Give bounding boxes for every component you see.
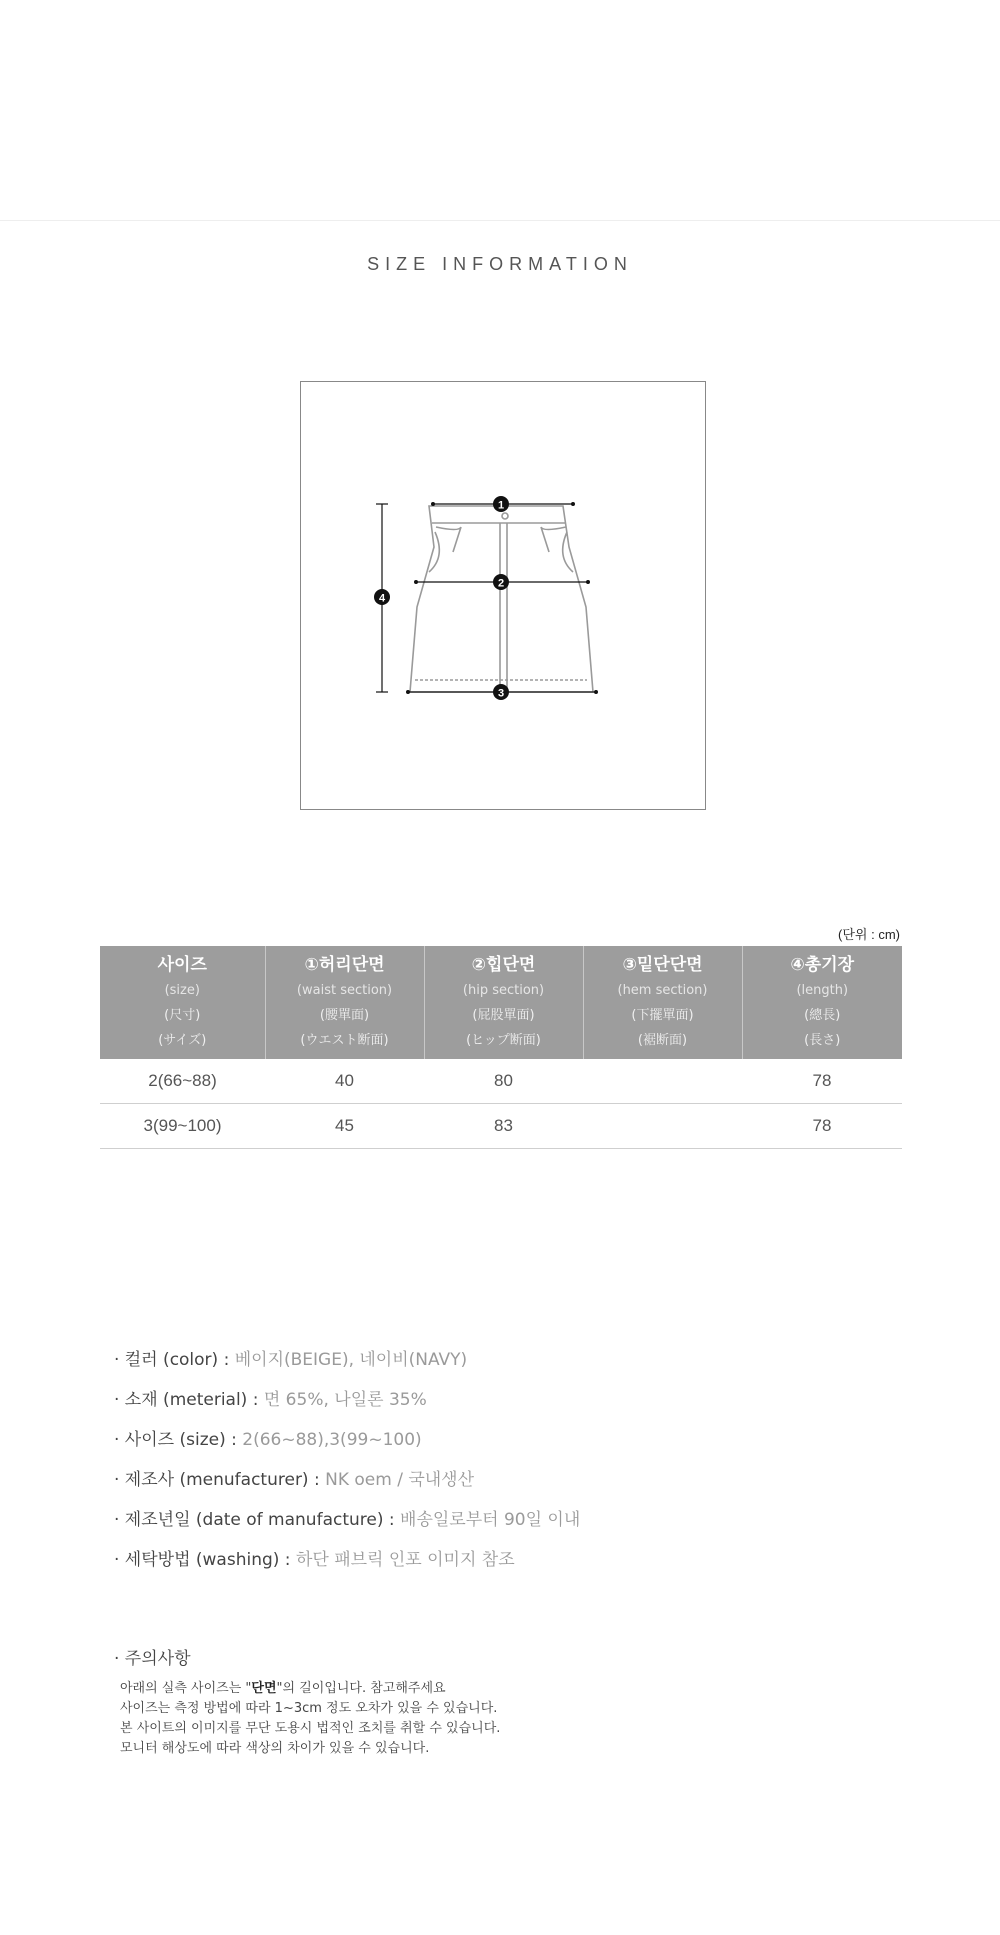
- table-cell: 78: [742, 1104, 902, 1149]
- table-cell: [583, 1059, 742, 1104]
- info-material: · 소재 (meterial) : 면 65%, 나일론 35%: [114, 1390, 427, 1410]
- header-hip: ②힙단면 (hip section) (屁股單面) (ヒップ断面): [424, 946, 583, 1059]
- header-size: 사이즈 (size) (尺寸) (サイズ): [100, 946, 265, 1059]
- table-cell: [583, 1104, 742, 1149]
- table-cell: 80: [424, 1059, 583, 1104]
- notice-title: · 주의사항: [114, 1649, 191, 1669]
- skirt-diagram: [300, 381, 706, 810]
- notice-line: 본 사이트의 이미지를 무단 도용시 법적인 조치를 취할 수 있습니다.: [120, 1721, 501, 1736]
- notice-line: 모니터 해상도에 따라 색상의 차이가 있을 수 있습니다.: [120, 1741, 430, 1756]
- product-info: [114, 1348, 914, 1588]
- table-row: [100, 1104, 902, 1149]
- table-cell: 40: [265, 1059, 424, 1104]
- unit-label: (단위 : cm): [838, 927, 900, 942]
- info-size: · 사이즈 (size) : 2(66~88),3(99~100): [114, 1430, 422, 1450]
- info-washing: · 세탁방법 (washing) : 하단 패브릭 인포 이미지 참조: [114, 1550, 515, 1570]
- info-date: · 제조년일 (date of manufacture) : 배송일로부터 90일 이내: [114, 1510, 581, 1530]
- svg-text:1: 1: [497, 499, 505, 512]
- table-cell: 3(99~100): [100, 1104, 265, 1149]
- svg-text:2: 2: [497, 577, 505, 590]
- marker-hip: [493, 574, 509, 590]
- notice-line: 아래의 실측 사이즈는 "단면"의 길이입니다. 참고해주세요: [120, 1681, 446, 1696]
- table-cell: 2(66~88): [100, 1059, 265, 1104]
- table-row: [100, 1059, 902, 1104]
- table-cell: 78: [742, 1059, 902, 1104]
- size-table: [100, 946, 902, 1149]
- table-cell: 83: [424, 1104, 583, 1149]
- header-waist: ①허리단면 (waist section) (腰單面) (ウエスト断面): [265, 946, 424, 1059]
- notice-line: 사이즈는 측정 방법에 따라 1~3cm 정도 오차가 있을 수 있습니다.: [120, 1701, 498, 1716]
- top-divider: [0, 220, 1000, 221]
- svg-text:4: 4: [378, 592, 386, 605]
- section-title: SIZE INFORMATION: [367, 254, 633, 274]
- notice-section: [114, 1644, 914, 1759]
- svg-text:3: 3: [497, 687, 505, 700]
- marker-length: [374, 589, 390, 605]
- marker-hem: [493, 684, 509, 700]
- info-color: · 컬러 (color) : 베이지(BEIGE), 네이비(NAVY): [114, 1350, 468, 1370]
- table-header-row: [100, 946, 902, 1059]
- header-length: ④총기장 (length) (總長) (長さ): [742, 946, 902, 1059]
- skirt-drawing: [301, 382, 707, 811]
- marker-waist: [493, 496, 509, 512]
- table-cell: 45: [265, 1104, 424, 1149]
- info-manufacturer: · 제조사 (menufacturer) : NK oem / 국내생산: [114, 1470, 475, 1490]
- header-hem: ③밑단단면 (hem section) (下擺單面) (裾断面): [583, 946, 742, 1059]
